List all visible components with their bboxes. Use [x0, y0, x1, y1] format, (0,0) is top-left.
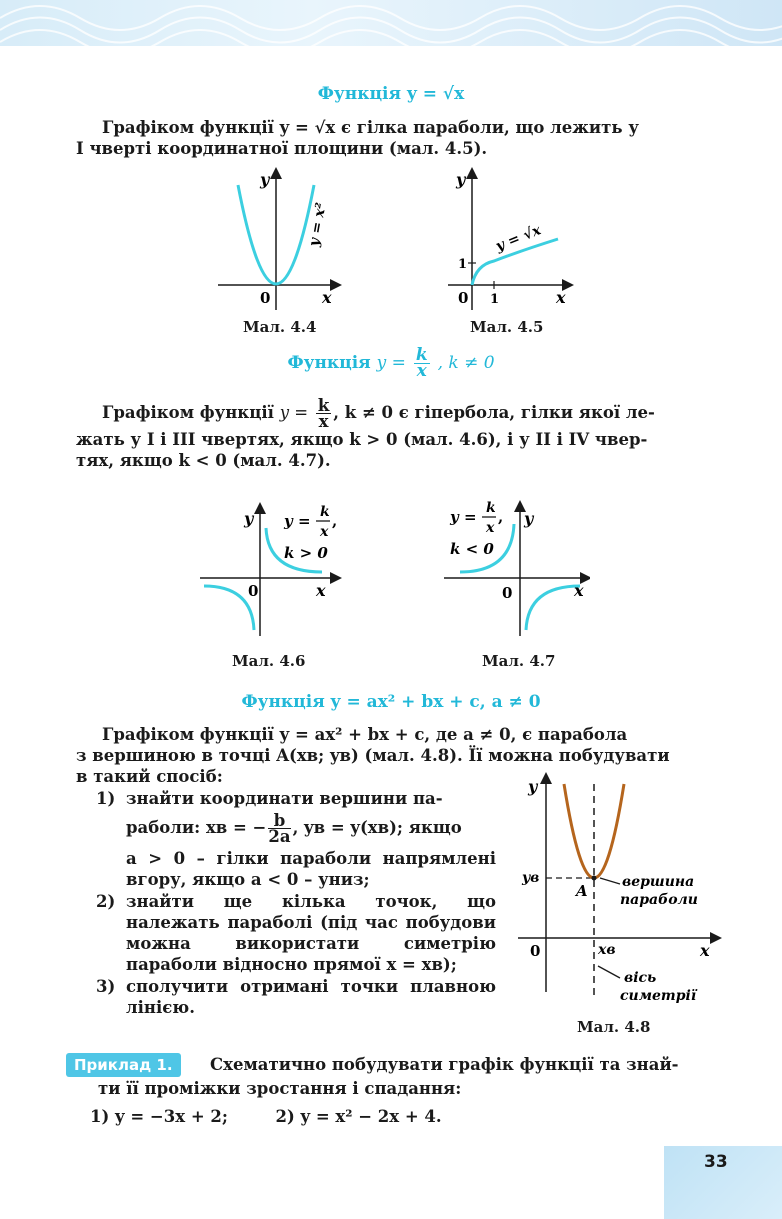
- top-decorative-banner: [0, 0, 782, 46]
- example-text-line2: ти її проміжки зростання і спадання:: [98, 1079, 462, 1098]
- eq-den: x: [320, 524, 329, 540]
- y-axis-label: y: [528, 777, 538, 796]
- curve-label: y = x²: [306, 201, 330, 248]
- step-1-post: , yв = y(xв); якщо: [292, 818, 462, 837]
- step-text: знайти ще кілька точок, що належать параболі (під час побудови можна використати симетрію параболи відносно прямої x = xв);: [126, 892, 496, 974]
- y-axis-label: y: [524, 509, 534, 528]
- paragraph-quadratic-line1: Графіком функції y = ax² + bx + c, де a ≠ 0, є парабола: [102, 725, 628, 744]
- condition: k > 0: [284, 544, 328, 562]
- paragraph-hyperbola: [76, 398, 716, 471]
- paragraph-hyperbola-line1: [76, 398, 716, 429]
- step-number: 2): [96, 892, 116, 911]
- fraction-denominator: x: [318, 412, 329, 431]
- heading-fraction: [414, 345, 430, 381]
- fraction-denominator: x: [416, 361, 427, 381]
- step-number: 1): [96, 789, 116, 808]
- step-1-line-a: знайти координати вершини па-: [126, 789, 443, 808]
- fraction-numerator: k: [317, 396, 330, 415]
- y-axis-label: y: [456, 170, 466, 189]
- example-tasks: [90, 1106, 690, 1127]
- paragraph-quadratic-line3: в такий спосіб:: [76, 767, 223, 786]
- eq-num: k: [486, 500, 496, 516]
- figure-4-4-parabola: [210, 165, 350, 315]
- origin-label: 0: [248, 582, 259, 600]
- axis-label-2: симетрії: [620, 988, 697, 1004]
- example-task-2: 2) y = x² − 2x + 4.: [275, 1107, 442, 1126]
- step-1-line-c: a > 0 – гілки параболи напрямлені вгору, якщо a < 0 – униз;: [126, 849, 496, 889]
- example-badge: Приклад 1.: [66, 1053, 181, 1077]
- caption-4-8: Мал. 4.8: [577, 1018, 651, 1036]
- vertex-pointer: [600, 878, 620, 884]
- axis-label-1: вісь: [624, 970, 657, 986]
- heading-hyperbola-function: [0, 345, 782, 381]
- y-one-label: 1: [458, 257, 468, 272]
- step-3: [96, 976, 496, 1018]
- paragraph-sqrt: [76, 117, 716, 159]
- eq-num: k: [320, 504, 330, 520]
- x-axis-label: x: [316, 581, 326, 600]
- figure-4-5-sqrt: [440, 165, 580, 315]
- step-1-pre: раболи: xв = −: [126, 818, 267, 837]
- eq-comma: ,: [332, 512, 338, 530]
- x-axis-label: x: [700, 941, 710, 960]
- step-text: [126, 788, 496, 890]
- x-axis-label: x: [322, 288, 332, 307]
- heading-prefix: Функція: [287, 353, 371, 373]
- condition: k < 0: [450, 540, 494, 558]
- eq-y: y =: [284, 512, 311, 530]
- heading-condition: , k ≠ 0: [437, 353, 495, 373]
- eq-comma: ,: [498, 508, 504, 526]
- hyperbola-branch-q4: [526, 586, 580, 630]
- paragraph-quadratic-line2: з вершиною в точці A(xв; yв) (мал. 4.8). Її можна побудувати: [76, 746, 670, 765]
- caption-4-5: Мал. 4.5: [470, 318, 544, 336]
- hyper-y: y =: [279, 403, 309, 422]
- origin-label: 0: [458, 289, 469, 307]
- vertex-label-2: параболи: [620, 892, 698, 908]
- step-1-line-b: [126, 813, 496, 844]
- x-axis-label: x: [574, 581, 584, 600]
- hyper-fraction: [316, 398, 331, 429]
- fraction-numerator: b: [268, 813, 290, 829]
- hyperbola-branch-q3: [204, 586, 254, 630]
- eq-y: y =: [450, 508, 477, 526]
- curve-label: y = √x: [493, 222, 544, 255]
- x-axis-label: x: [556, 288, 566, 307]
- caption-4-4: Мал. 4.4: [243, 318, 317, 336]
- y-vertex-label: yв: [522, 870, 540, 886]
- heading-sqrt-function: Функція y = √x: [317, 84, 465, 104]
- figure-4-7-hyperbola-negative: [440, 490, 590, 640]
- caption-4-6: Мал. 4.6: [232, 652, 306, 670]
- fraction-denominator: 2a: [268, 827, 291, 846]
- step-1: [96, 788, 496, 890]
- heading-y: y =: [376, 353, 406, 373]
- step-1-fraction: [268, 813, 290, 844]
- point-a-label: A: [576, 882, 588, 900]
- step-text: сполучити отримані точки плавною лінією.: [126, 977, 496, 1017]
- y-axis-label: y: [260, 170, 270, 189]
- example-text-line1: Схематично побудувати графік функції та знай-: [210, 1055, 679, 1074]
- page-number-box: [664, 1146, 782, 1219]
- steps-list: [96, 788, 496, 1019]
- heading-quadratic-function: Функція y = ax² + bx + c, a ≠ 0: [241, 692, 541, 712]
- x-vertex-label: xв: [598, 942, 616, 958]
- example-task-1: 1) y = −3x + 2;: [90, 1107, 228, 1126]
- eq-den: x: [486, 520, 495, 536]
- x-one-label: 1: [490, 292, 500, 307]
- paragraph-sqrt-line2: I чверті координатної площини (мал. 4.5).: [76, 139, 488, 158]
- figure-4-8-quadratic: [512, 770, 722, 1030]
- hyper-start: Графіком функції: [102, 403, 274, 422]
- vertex-point: [592, 876, 597, 881]
- paragraph-hyperbola-line2: жать у I і III чвертях, якщо k > 0 (мал. 4.6), і у II і IV чвер-: [76, 430, 648, 449]
- paragraph-sqrt-line1: Графіком функції y = √x є гілка параболи, що лежить у: [102, 118, 639, 137]
- hyper-rest: , k ≠ 0 є гіпербола, гілки якої ле-: [333, 403, 655, 422]
- paragraph-hyperbola-line3: тях, якщо k < 0 (мал. 4.7).: [76, 451, 331, 470]
- origin-label: 0: [502, 584, 513, 602]
- step-number: 3): [96, 977, 116, 996]
- step-2: [96, 891, 496, 975]
- vertex-label-1: вершина: [622, 874, 695, 890]
- origin-label: 0: [530, 942, 541, 960]
- axis-pointer: [598, 966, 620, 978]
- figure-4-6-hyperbola-positive: [196, 500, 346, 640]
- banner-pattern: [0, 0, 782, 46]
- fraction-numerator: k: [415, 345, 428, 365]
- caption-4-7: Мал. 4.7: [482, 652, 556, 670]
- origin-label: 0: [260, 289, 271, 307]
- page-number: 33: [704, 1152, 728, 1172]
- y-axis-label: y: [244, 509, 254, 528]
